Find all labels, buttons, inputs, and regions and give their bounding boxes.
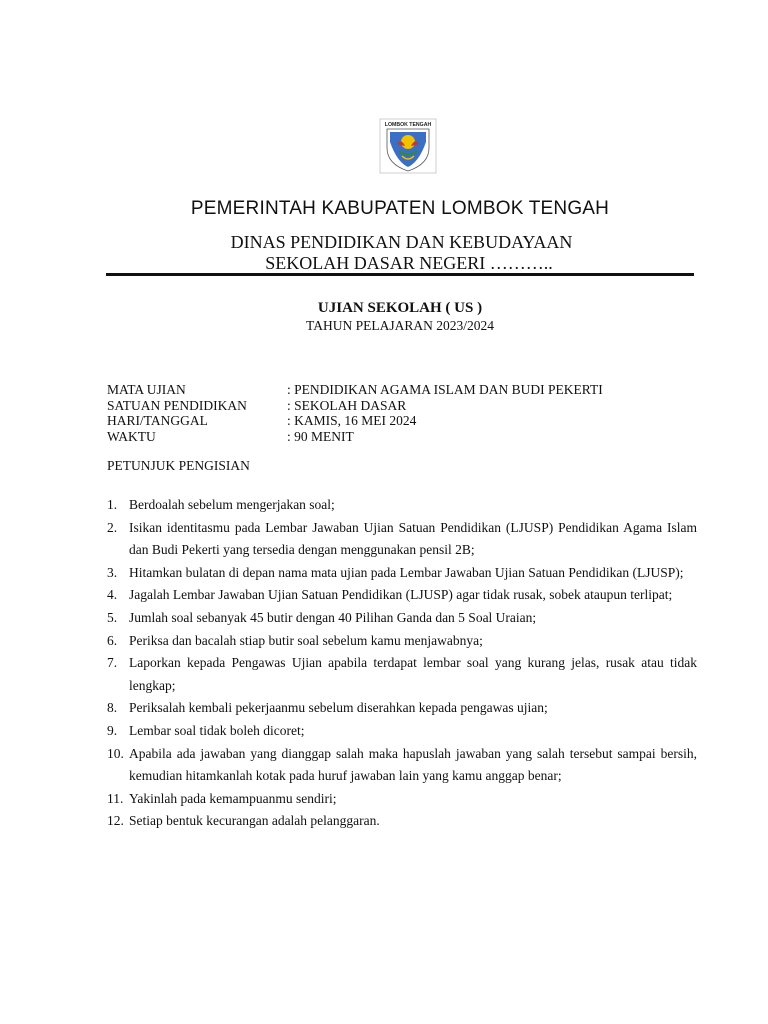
item-text: Periksa dan bacalah stiap butir soal sebelum kamu menjawabnya; bbox=[129, 632, 483, 648]
info-label: MATA UJIAN bbox=[107, 382, 186, 397]
info-label: HARI/TANGGAL bbox=[107, 413, 208, 428]
list-item bbox=[107, 562, 697, 585]
item-text: Yakinlah pada kemampuanmu sendiri; bbox=[129, 790, 337, 806]
item-number: 2. bbox=[107, 519, 118, 535]
item-number: 8. bbox=[107, 700, 118, 716]
item-text: Laporkan kepada Pengawas Ujian apabila terdapat lembar soal yang kurang jelas, rusak atau tidak lengkap; bbox=[129, 655, 697, 693]
instructions-list bbox=[107, 494, 697, 833]
item-text: Lembar soal tidak boleh dicoret; bbox=[129, 722, 305, 738]
item-text: Jumlah soal sebanyak 45 butir dengan 40 Pilihan Ganda dan 5 Soal Uraian; bbox=[129, 609, 537, 625]
info-value: : SEKOLAH DASAR bbox=[287, 397, 407, 413]
list-item bbox=[107, 697, 697, 720]
list-item bbox=[107, 630, 697, 653]
item-text: Berdoalah sebelum mengerjakan soal; bbox=[129, 497, 335, 512]
list-item bbox=[107, 494, 697, 517]
info-label: WAKTU bbox=[107, 428, 156, 444]
list-item bbox=[107, 743, 697, 788]
item-text: Hitamkan bulatan di depan nama mata ujian pada Lembar Jawaban Ujian Satuan Pendidikan (LJUSP); bbox=[129, 564, 684, 580]
emblem-label: LOMBOK TENGAH bbox=[384, 122, 432, 128]
info-row-date bbox=[107, 413, 707, 429]
info-row-education-unit bbox=[107, 398, 707, 414]
header-divider bbox=[106, 273, 694, 276]
item-text: Isikan identitasmu pada Lembar Jawaban Ujian Satuan Pendidikan (LJUSP) Pendidikan Agama Islam dan Budi Pekerti yang tersedia dengan menggunakan pensil 2B; bbox=[129, 519, 697, 558]
item-number: 3. bbox=[107, 564, 118, 580]
info-value: : PENDIDIKAN AGAMA ISLAM DAN BUDI PEKERTI bbox=[287, 382, 603, 397]
item-number: 11. bbox=[107, 790, 124, 806]
list-item bbox=[107, 720, 697, 743]
info-row-time bbox=[107, 429, 707, 445]
exam-info-table bbox=[107, 382, 707, 444]
list-item bbox=[107, 584, 697, 607]
lombok-tengah-emblem bbox=[379, 118, 437, 174]
list-item bbox=[107, 517, 697, 562]
exam-title: UJIAN SEKOLAH ( US ) bbox=[317, 300, 483, 316]
info-value: : 90 MENIT bbox=[287, 428, 354, 444]
item-text: Periksalah kembali pekerjaanmu sebelum diserahkan kepada pengawas ujian; bbox=[129, 700, 548, 716]
info-label: SATUAN PENDIDIKAN bbox=[107, 397, 247, 413]
government-title: PEMERINTAH KABUPATEN LOMBOK TENGAH bbox=[190, 198, 610, 219]
list-item bbox=[107, 788, 697, 811]
item-number: 7. bbox=[107, 655, 118, 671]
item-text: Jagalah Lembar Jawaban Ujian Satuan Pendidikan (LJUSP) agar tidak rusak, sobek ataupun terlipat; bbox=[129, 587, 673, 603]
item-number: 6. bbox=[107, 632, 118, 648]
department-title: DINAS PENDIDIKAN DAN KEBUDAYAAN bbox=[230, 232, 573, 252]
item-number: 1. bbox=[107, 497, 118, 512]
item-text: Apabila ada jawaban yang dianggap salah maka hapuslah jawaban yang salah tersebut sampai bersih, kemudian hitamkanlah kotak pada huruf jawaban lain yang kamu anggap benar; bbox=[129, 745, 697, 784]
item-number: 9. bbox=[107, 722, 118, 738]
item-number: 12. bbox=[107, 813, 124, 829]
item-number: 10. bbox=[107, 745, 124, 761]
school-title: SEKOLAH DASAR NEGERI ……….. bbox=[265, 253, 553, 273]
instructions-heading: PETUNJUK PENGISIAN bbox=[107, 458, 250, 473]
item-number: 4. bbox=[107, 587, 118, 603]
academic-year: TAHUN PELAJARAN 2023/2024 bbox=[306, 318, 494, 333]
item-number: 5. bbox=[107, 609, 118, 625]
item-text: Setiap bentuk kecurangan adalah pelanggaran. bbox=[129, 813, 380, 829]
list-item bbox=[107, 607, 697, 630]
list-item bbox=[107, 652, 697, 697]
list-item bbox=[107, 810, 697, 833]
info-row-subject bbox=[107, 382, 707, 398]
info-value: : KAMIS, 16 MEI 2024 bbox=[287, 413, 417, 428]
